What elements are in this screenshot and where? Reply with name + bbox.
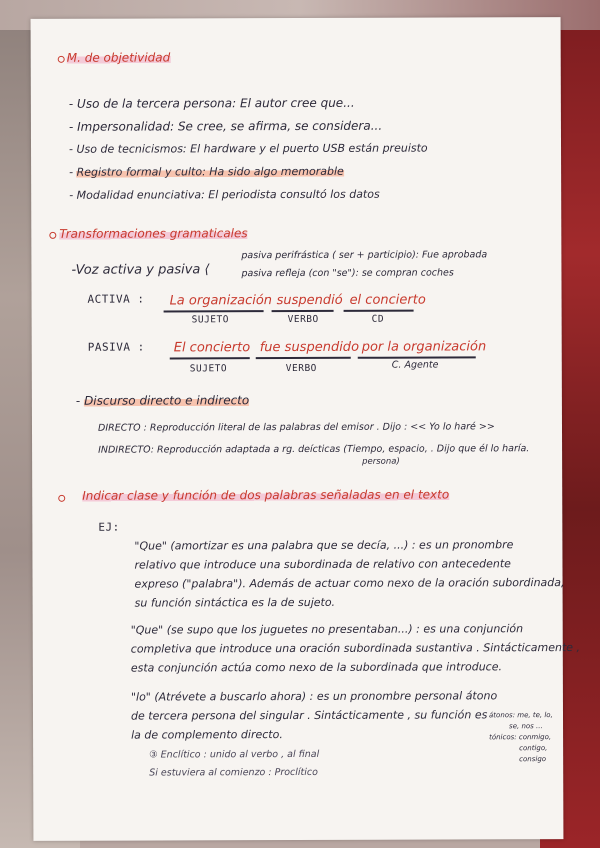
underline [272, 310, 334, 312]
explanation-line: esta conjunción actúa como nexo de la subordinada que introduce. [130, 660, 502, 675]
list-item: - Modalidad enunciativa: El periodista consultó los datos [69, 187, 380, 202]
list-item: - Impersonalidad: Se cree, se afirma, se considera... [68, 118, 383, 134]
explanation-line: "Que" (amortizar es una palabra que se decía, ...) : es un pronombre [134, 538, 514, 553]
side-note: contigo, [519, 744, 548, 753]
pasiva-agent: por la organización [361, 339, 487, 355]
activa-verb: suspendió [276, 292, 343, 309]
pasiva-subject: El concierto [173, 340, 251, 356]
activa-tag-subject: SUJETO [191, 314, 229, 326]
side-note: se, nos ... [509, 722, 543, 731]
explanation-line: de tercera persona del singular . Sintácticamente , su función es [130, 708, 488, 723]
directo-definition: DIRECTO : Reproducción literal de las palabras del emisor . Dijo : << Yo lo haré >> [97, 421, 495, 434]
activa-label: ACTIVA : [87, 292, 145, 306]
activa-object: el concierto [349, 292, 426, 308]
underline [256, 357, 351, 359]
section-bullet [58, 56, 65, 63]
explanation-line: "lo" (Atrévete a buscarlo ahora) : es un pronombre personal átono [130, 689, 498, 704]
side-note: átonos: me, te, lo, [488, 711, 553, 720]
indirecto-definition-continued: persona) [362, 456, 400, 467]
activa-subject: La organización [169, 293, 273, 309]
side-note: consigo [519, 755, 547, 764]
pasiva-label: PASIVA : [87, 340, 145, 354]
pasiva-verb: fue suspendido [259, 339, 360, 356]
activa-tag-verb: VERBO [287, 313, 319, 326]
list-item: - Registro formal y culto: Ha sido algo memorable [69, 164, 344, 179]
voz-definition-perifrastica: pasiva perifrástica ( ser + participio): Fue aprobada [241, 249, 488, 262]
underline [358, 356, 476, 358]
explanation-line: expreso ("palabra"). Además de actuar como nexo de la oración subordinada, [134, 576, 565, 591]
voz-label: -Voz activa y pasiva ⟨ [71, 262, 210, 278]
pasiva-tag-agent: C. Agente [391, 359, 439, 371]
section-title-transformaciones: Transformaciones gramaticales [59, 226, 248, 241]
section-title-clase-funcion: Indicar clase y función de dos palabras señaladas en el texto [82, 487, 450, 503]
underline [344, 310, 414, 312]
notebook-page [31, 17, 581, 841]
discurso-label: - Discurso directo e indirecto [75, 393, 250, 408]
section-title-objetividad: M. de objetividad [66, 50, 171, 65]
pasiva-tag-verb: VERBO [285, 362, 317, 375]
list-item: - Uso de tecnicismos: El hardware y el puerto USB están preuisto [68, 141, 428, 156]
activa-tag-object: CD [371, 313, 385, 325]
explanation-line: la de complemento directo. [131, 728, 283, 742]
list-item: - Uso de la tercera persona: El autor cree que... [68, 95, 355, 111]
note-proclitico: Si estuviera al comienzo : Proclítico [149, 766, 318, 779]
explanation-line: "Que" (se supo que los juguetes no presentaban...) : es una conjunción [130, 622, 524, 637]
section-bullet [58, 495, 65, 502]
underline [170, 357, 250, 359]
underline [164, 310, 264, 312]
explanation-line: su función sintáctica es la de sujeto. [134, 595, 336, 610]
example-label: EJ: [98, 520, 120, 534]
voz-definition-refleja: pasiva refleja (con "se"): se compran coches [241, 267, 454, 280]
indirecto-definition: INDIRECTO: Reproducción adaptada a rg. deícticas (Tiempo, espacio, . Dijo que él lo haría. [98, 443, 530, 456]
explanation-line: completiva que introduce una oración subordinada sustantiva . Sintácticamente , [130, 641, 581, 656]
note-enclitico: ③ Enclítico : unido al verbo , al final [149, 748, 320, 761]
pasiva-tag-subject: SUJETO [189, 363, 228, 375]
explanation-line: relativo que introduce una subordinada de relativo con antecedente [134, 557, 511, 572]
side-note: tónicos: conmigo, [489, 733, 552, 742]
section-bullet [49, 232, 56, 239]
